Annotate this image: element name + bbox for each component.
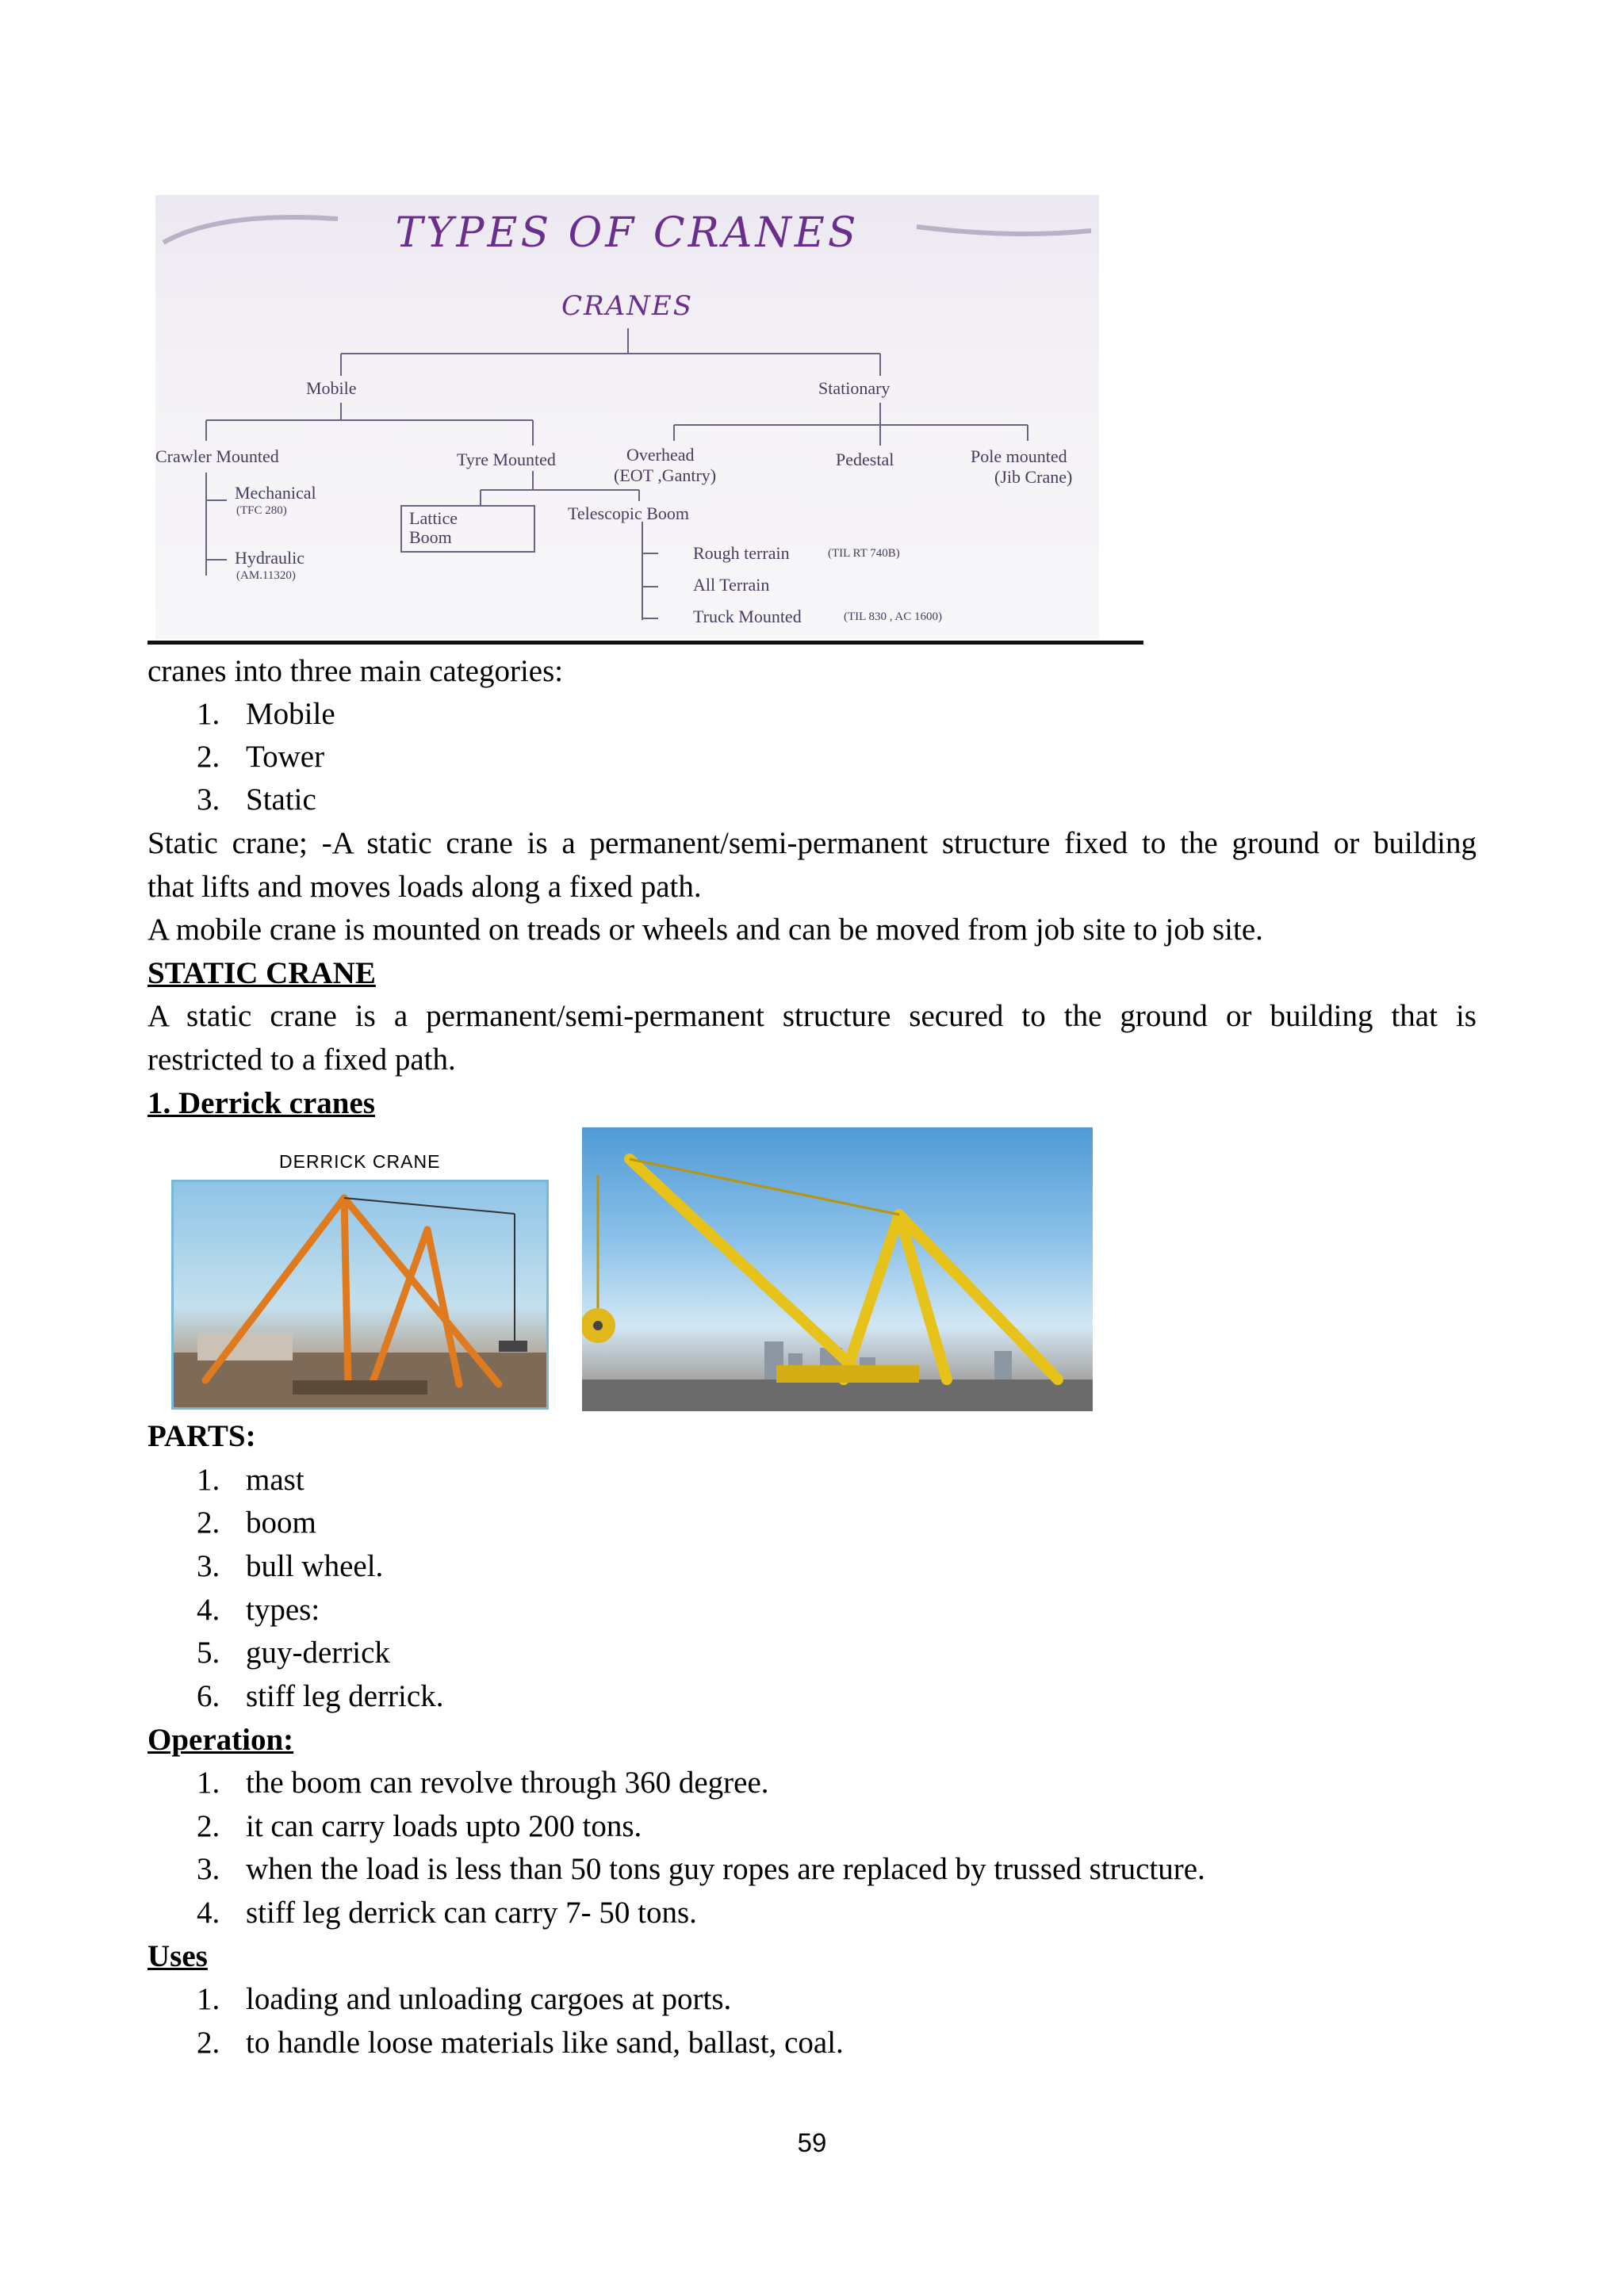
category-number: 1. [197,697,220,731]
mobile-definition: A mobile crane is mounted on treads or wheels and can be moved from job site to job site. [147,913,1263,947]
operation-number: 1. [197,1766,220,1800]
static-definition-line-2: that lifts and moves loads along a fixed path. [147,870,702,904]
node-jib-crane: (Jib Crane) [994,467,1073,487]
node-rough-terrain: Rough terrain [693,543,790,563]
operation-number: 3. [197,1852,220,1886]
static-definition-line-1: Static crane; -A static crane is a permanent/semi-permanent structure fixed to the ground or building [147,826,1477,860]
category-number: 3. [197,783,220,817]
uses-heading: Uses [147,1939,208,1973]
node-telescopic-boom: Telescopic Boom [568,503,690,523]
category-item: Tower [246,740,325,774]
static-description-line-1: A static crane is a permanent/semi-permanent structure secured to the ground or building that is [147,999,1477,1033]
parts-item: types: [246,1593,320,1627]
category-item: Mobile [246,697,335,731]
parts-heading: PARTS: [147,1419,256,1453]
parts-item: stiff leg derrick. [246,1679,444,1713]
parts-item: bull wheel. [246,1549,384,1583]
node-lattice-boom-2: Boom [409,527,452,547]
node-pole-mounted: Pole mounted [971,446,1067,466]
uses-number: 1. [197,1982,220,2016]
parts-number: 3. [197,1549,220,1583]
uses-item: to handle loose materials like sand, ballast, coal. [246,2026,844,2060]
parts-number: 4. [197,1593,220,1627]
static-crane-heading: STATIC CRANE [147,956,376,990]
derrick-cranes-heading: 1. Derrick cranes [147,1086,375,1120]
node-truck-mounted-model: (TIL 830 , AC 1600) [844,610,943,623]
page-number: 59 [797,2128,827,2157]
parts-item: guy-derrick [246,1636,390,1670]
operation-item: when the load is less than 50 tons guy ropes are replaced by trussed structure. [246,1852,1205,1886]
node-tyre-mounted: Tyre Mounted [457,450,556,469]
operation-item: the boom can revolve through 360 degree. [246,1766,769,1800]
parts-number: 5. [197,1636,220,1670]
node-crawler-mounted: Crawler Mounted [155,446,279,466]
chart-underline-rule [147,641,1143,645]
static-description-line-2: restricted to a fixed path. [147,1043,456,1077]
node-mobile: Mobile [306,378,357,398]
operation-number: 4. [197,1896,220,1930]
parts-number: 1. [197,1463,220,1497]
category-item: Static [246,783,316,817]
derrick-crane-illustration-2 [582,1127,1093,1411]
parts-item: boom [246,1506,316,1540]
operation-item: it can carry loads upto 200 tons. [246,1809,642,1843]
intro-text: cranes into three main categories: [147,654,564,688]
node-lattice-boom-1: Lattice [409,508,458,528]
derrick-crane-photo-2 [582,1127,1093,1411]
node-mechanical-model: (TFC 280) [236,504,287,517]
uses-item: loading and unloading cargoes at ports. [246,1982,732,2016]
node-overhead-sub: (EOT ,Gantry) [614,465,717,485]
chart-connector-lines [155,195,1099,639]
node-hydraulic: Hydraulic [235,548,304,568]
category-number: 2. [197,740,220,774]
derrick-crane-photo-1 [171,1180,549,1410]
node-hydraulic-model: (AM.11320) [236,569,296,582]
node-rough-terrain-model: (TIL RT 740B) [828,547,900,560]
operation-item: stiff leg derrick can carry 7- 50 tons. [246,1896,697,1930]
node-mechanical: Mechanical [235,483,316,503]
parts-number: 6. [197,1679,220,1713]
node-stationary: Stationary [818,378,891,398]
node-pedestal: Pedestal [836,450,894,469]
operation-number: 2. [197,1809,220,1843]
photo-caption: DERRICK CRANE [279,1151,441,1172]
chart-title: TYPES OF CRANES [395,209,860,257]
node-overhead: Overhead [626,445,695,465]
uses-number: 2. [197,2026,220,2060]
parts-item: mast [246,1463,304,1497]
node-all-terrain: All Terrain [693,575,770,595]
node-truck-mounted: Truck Mounted [693,607,802,626]
parts-number: 2. [197,1506,220,1540]
types-of-cranes-chart [155,195,1099,639]
derrick-crane-illustration-1 [174,1182,546,1407]
chart-root-cranes: CRANES [561,290,694,322]
operation-heading: Operation: [147,1723,294,1757]
